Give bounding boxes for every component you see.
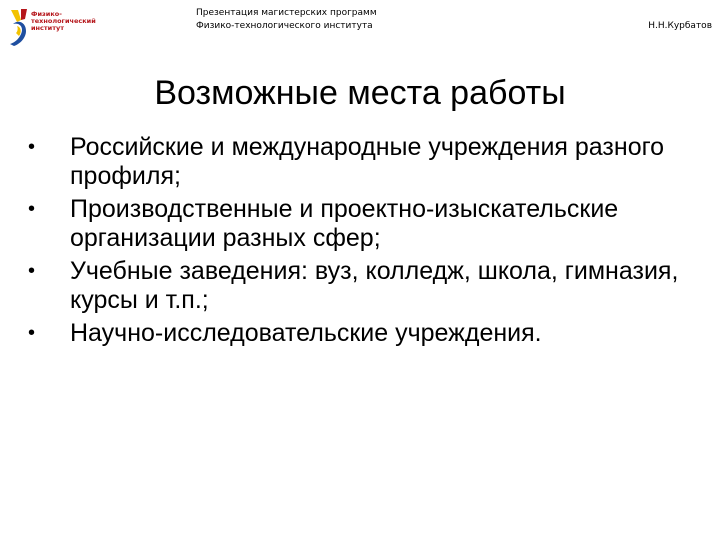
institute-logo-mark-icon: [8, 6, 32, 48]
bullet-item-3: [28, 257, 708, 315]
bullet-dot-icon: •: [28, 322, 36, 344]
bullet-item-2: [28, 195, 708, 253]
institute-logo: [8, 6, 96, 48]
presentation-header: [196, 7, 377, 33]
bullet-dot-icon: •: [28, 260, 36, 282]
bullet-text-1: Российские и международные учреждения разного профиля;: [70, 133, 665, 190]
bullet-text-2: Производственные и проектно-изыскательские организации разных сфер;: [70, 195, 619, 252]
presentation-line-2: Физико-технологического института: [196, 21, 373, 31]
bullet-item-4: [28, 319, 708, 348]
bullet-text-3: Учебные заведения: вуз, колледж, школа, гимназия, курсы и т.п.;: [70, 257, 679, 314]
bullet-dot-icon: •: [28, 198, 36, 220]
slide-title: Возможные места работы: [154, 74, 566, 112]
bullet-list: [28, 133, 708, 352]
bullet-text-4: Научно-исследовательские учреждения.: [70, 319, 542, 347]
presentation-line-1: Презентация магистерских программ: [196, 8, 377, 18]
author-name: Н.Н.Курбатов: [648, 21, 712, 31]
bullet-item-1: [28, 133, 708, 191]
bullet-dot-icon: •: [28, 136, 36, 158]
logo-text: Физико- технологический институт: [31, 10, 96, 33]
